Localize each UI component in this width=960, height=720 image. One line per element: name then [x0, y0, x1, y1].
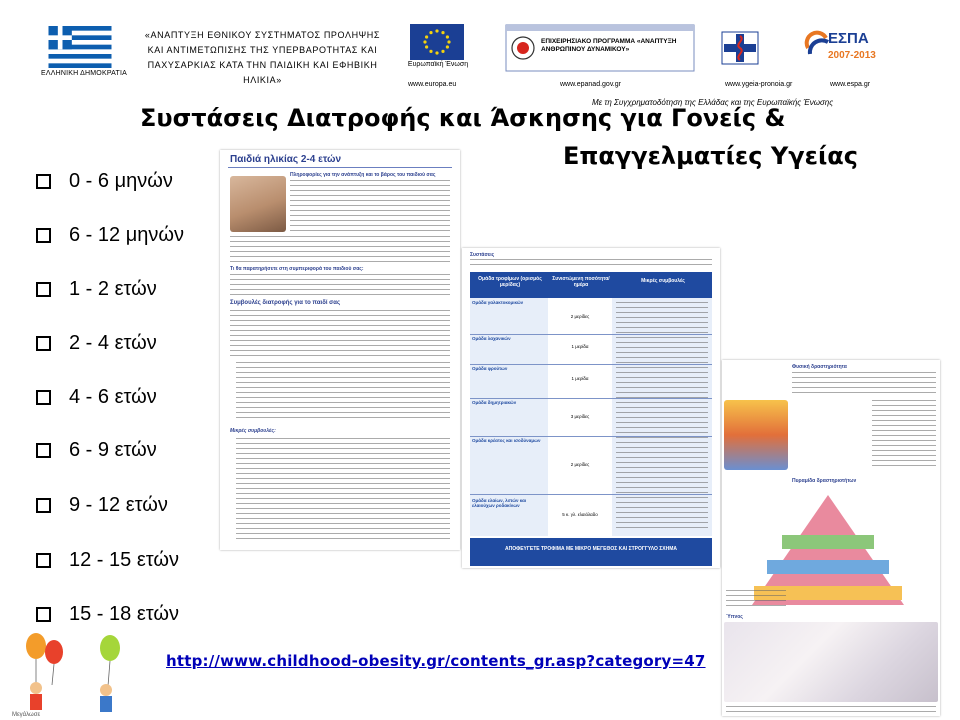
cofunding-note: Με τη Συγχρηματοδότηση της Ελλάδας και της Ευρωπαϊκής Ένωσης	[592, 98, 834, 107]
age-group-item	[36, 599, 179, 629]
text-block	[872, 400, 936, 470]
text-block	[230, 236, 450, 264]
age-group-item	[36, 545, 179, 575]
text-block	[792, 372, 936, 396]
op-title: ΕΠΙΧΕΙΡΗΣΙΑΚΟ ΠΡΟΓΡΑΜΜΑ «ΑΝΑΠΤΥΞΗ ΑΝΘΡΩΠΙΝΟΥ ΔΥΝΑΜΙΚΟΥ»	[541, 38, 677, 53]
checkbox-icon	[36, 228, 51, 243]
pyramid-level	[782, 535, 874, 549]
table-cell: 1 μερίδα	[571, 344, 589, 349]
table-footer	[470, 538, 712, 566]
table-row: Ομάδα ελαίων, λιπών και ελαιούχων ροδακίνων	[472, 498, 527, 508]
checkbox-icon	[36, 174, 51, 189]
guide-document-page2	[462, 248, 720, 568]
checkbox-icon	[36, 498, 51, 513]
greek-flag-icon	[38, 26, 122, 68]
text-block	[230, 310, 450, 358]
text-block	[470, 259, 712, 269]
age-group-item	[36, 490, 168, 520]
table-heading: Συστάσεις	[470, 252, 495, 258]
text-block	[236, 362, 450, 422]
svg-text:Μεγάλωσε: Μεγάλωσε	[12, 712, 41, 718]
table-row: Ομάδα γαλακτοκομικών	[472, 300, 524, 305]
title-rule	[228, 167, 452, 168]
childhood-obesity-link[interactable]: http://www.childhood-obesity.gr/contents_gr.asp?category=47	[166, 652, 706, 670]
espa-logo	[804, 26, 878, 72]
eu-website[interactable]: www.europa.eu	[408, 81, 457, 88]
age-group-item	[36, 220, 184, 250]
eu-caption: Ευρωπαϊκή Ένωση	[407, 61, 469, 68]
op-website[interactable]: www.epanad.gov.gr	[560, 81, 621, 88]
age-group-item	[36, 382, 157, 412]
age-group-label: 2 - 4 ετών	[69, 332, 157, 354]
logo-caption: ΕΛΛΗΝΙΚΗ ΔΗΜΟΚΡΑΤΙΑ	[40, 70, 128, 77]
health-ministry-icon	[716, 28, 764, 68]
pyramid-level	[767, 560, 889, 574]
guide-document-page3	[722, 360, 940, 716]
page-title-line1: Συστάσεις Διατροφής και Άσκησης για Γονείς &	[140, 104, 786, 132]
table-row: Ομάδα κρέατος και ισοδύναμων	[472, 438, 541, 443]
age-group-item	[36, 274, 157, 304]
footer-note: ΑΠΟΦΕΥΓΕΤΕ ΤΡΟΦΙΜΑ ΜΕ ΜΙΚΡΟ ΜΕΓΕΘΟΣ ΚΑΙ ΣΤΡΟΓΓΥΛΟ ΣΧΗΜΑ	[505, 546, 677, 552]
section-behavior-heading: Τι θα παρατηρήσετε στη συμπεριφορά του παιδιού σας:	[230, 266, 364, 272]
sleeping-child-photo	[724, 622, 938, 702]
table-cell: 2 μερίδες	[570, 314, 590, 319]
age-group-label: 15 - 18 ετών	[69, 603, 179, 625]
text-block	[230, 274, 450, 296]
age-group-label: 4 - 6 ετών	[69, 386, 157, 408]
column-header: Μικρές συμβουλές	[641, 278, 685, 284]
sleep-heading: Ύπνος	[726, 614, 743, 620]
table-cell: 5 κ. γλ. ελαιόλαδο	[562, 512, 598, 517]
kids-balloons-icon	[6, 630, 156, 720]
table-cell: 2 μερίδες	[570, 462, 590, 467]
document-title: Παιδιά ηλικίας 2-4 ετών	[230, 154, 342, 165]
text-block	[236, 438, 450, 542]
checkbox-icon	[36, 443, 51, 458]
checkbox-icon	[36, 282, 51, 297]
age-group-item	[36, 166, 173, 196]
program-title: «ΑΝΑΠΤΥΞΗ ΕΘΝΙΚΟΥ ΣΥΣΤΗΜΑΤΟΣ ΠΡΟΛΗΨΗΣ ΚΑΙ ΑΝΤΙΜΕΤΩΠΙΣΗΣ ΤΗΣ ΥΠΕΡΒΑΡΟΤΗΤΑΣ ΚΑΙ ΠΑΧΥΣΑΡΚΙΑΣ ΚΑΤΑ ΤΗΝ ΠΑΙΔΙΚΗ ΚΑΙ ΕΦΗΒΙΚΗ ΗΛΙΚΙΑ»	[144, 30, 381, 85]
text-block	[726, 590, 786, 610]
espa-years: 2007-2013	[828, 50, 876, 61]
age-group-label: 0 - 6 μηνών	[69, 170, 173, 192]
age-group-item	[36, 435, 157, 465]
text-block	[726, 706, 936, 714]
checkbox-icon	[36, 336, 51, 351]
age-group-label: 6 - 9 ετών	[69, 439, 157, 461]
operational-program-logo	[505, 24, 695, 72]
children-playing-photo	[724, 400, 788, 470]
health-website[interactable]: www.ygeia-pronoia.gr	[725, 81, 793, 88]
page-title-line2: Επαγγελματίες Υγείας	[563, 142, 859, 170]
checkbox-icon	[36, 390, 51, 405]
checkbox-icon	[36, 607, 51, 622]
espa-website[interactable]: www.espa.gr	[830, 81, 871, 88]
pyramid-heading: Πυραμίδα δραστηριοτήτων	[792, 478, 857, 484]
table-cell: 3 μερίδες	[570, 414, 590, 419]
table-row: Ομάδα λαχανικών	[472, 336, 511, 341]
age-group-label: 1 - 2 ετών	[69, 278, 157, 300]
table-cell: 1 μερίδα	[571, 376, 589, 381]
activity-heading: Φυσική δραστηριότητα	[792, 364, 847, 370]
column-header: Ομάδα τροφίμων (ορισμός μερίδας)	[478, 276, 542, 288]
age-group-label: 6 - 12 μηνών	[69, 224, 184, 246]
column-header: Συνιστώμενη ποσότητα/ημέρα	[552, 276, 610, 288]
tips-column-text	[616, 302, 708, 528]
table-body	[470, 298, 712, 536]
eu-flag-icon	[410, 24, 464, 60]
age-group-label: 9 - 12 ετών	[69, 494, 168, 516]
text-block	[290, 180, 450, 232]
table-row: Ομάδα δημητριακών	[472, 400, 517, 405]
checkbox-icon	[36, 553, 51, 568]
guide-document-page1	[220, 150, 460, 550]
table-row: Ομάδα φρούτων	[472, 366, 508, 371]
age-group-item	[36, 328, 157, 358]
table-header	[470, 272, 712, 298]
child-photo	[230, 176, 286, 232]
age-group-label: 12 - 15 ετών	[69, 549, 179, 571]
section-tips-heading: Μικρές συμβουλές:	[230, 428, 276, 434]
espa-label: ΕΣΠΑ	[828, 30, 869, 47]
section-growth-heading: Πληροφορίες για την ανάπτυξη και το βάρος του παιδιού σας	[290, 172, 436, 178]
section-diet-heading: Συμβουλές διατροφής για το παιδί σας	[230, 300, 341, 306]
